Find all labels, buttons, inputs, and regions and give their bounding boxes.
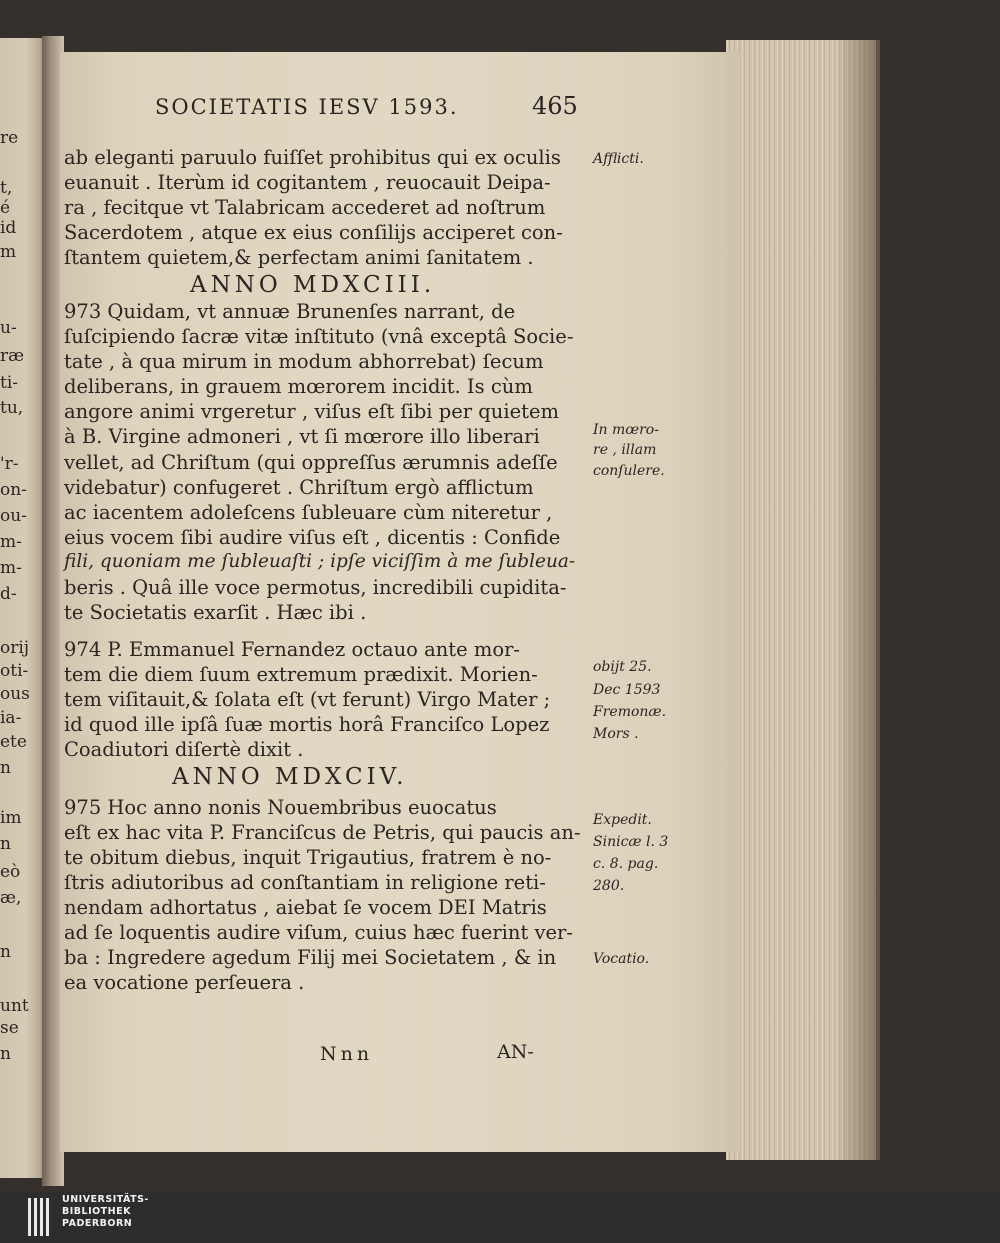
margin-note: Mors . [593, 726, 639, 742]
left-page-fragment: re [0, 128, 19, 148]
left-page-fragment: t, [0, 178, 13, 198]
text-line: Coadiutori diſertè dixit . [64, 738, 304, 761]
left-page-fragment: u- [0, 318, 17, 338]
text-line: ab eleganti paruulo fuiſſet prohibitus qui ex oculis [64, 146, 561, 169]
margin-note: conſulere. [593, 463, 665, 479]
text-line: tate , à qua mirum in modum abhorrebat) ſecum [64, 350, 544, 373]
text-line: vellet, ad Chriſtum (qui oppreſſus ærumnis adeſſe [64, 451, 558, 474]
text-line: Sacerdotem , atque ex eius conſilijs acciperet con- [64, 221, 563, 244]
left-page-fragment: d- [0, 584, 17, 604]
left-page-fragment: on- [0, 480, 27, 500]
margin-note: obijt 25. [593, 659, 652, 675]
text-line: à B. Virgine admoneri , vt ſi mœrore illo liberari [64, 425, 540, 448]
text-line: ac iacentem adoleſcens ſubleuare cùm niteretur , [64, 501, 553, 524]
left-page-fragment: id [0, 218, 17, 238]
left-page-fragment: im [0, 808, 22, 828]
margin-note: Sinicæ l. 3 [593, 834, 669, 850]
margin-note: Dec 1593 [593, 682, 661, 698]
library-logo-icon [28, 1198, 52, 1236]
text-line: fili, quoniam me ſubleuaſti ; ipſe viciſſim à me ſubleua- [64, 551, 576, 572]
left-page-fragment: n [0, 942, 11, 962]
footer-bar [0, 1192, 1000, 1243]
margin-note: Afflicti. [593, 151, 644, 167]
text-line: angore animi vrgeretur , viſus eſt ſibi per quietem [64, 400, 559, 423]
signature-mark: Nnn [320, 1043, 374, 1065]
text-line: ad ſe loquentis audire viſum, cuius hæc fuerint ver- [64, 921, 573, 944]
left-page-fragment: ous [0, 684, 30, 704]
left-page-fragment: ou- [0, 506, 27, 526]
text-line: deliberans, in grauem mœrorem incidit. Is cùm [64, 375, 533, 398]
text-line: euanuit . Iterùm id cogitantem , reuocauit Deipa- [64, 171, 551, 194]
left-page-fragment: orij [0, 638, 30, 658]
left-page-fragment: é [0, 198, 11, 218]
text-line: tem viſitauit,& ſolata eſt (vt ferunt) Virgo Mater ; [64, 688, 551, 711]
year-heading: ANNO MDXCIV. [172, 764, 408, 790]
margin-note: Expedit. [593, 812, 652, 828]
left-page-fragment: n [0, 758, 11, 778]
text-line: ea vocatione perſeuera . [64, 971, 305, 994]
left-page-fragment: m- [0, 532, 22, 552]
text-line: tem die diem ſuum extremum prædixit. Morien- [64, 663, 538, 686]
left-page-fragment: ti- [0, 373, 19, 393]
text-line: 975 Hoc anno nonis Nouembribus euocatus [64, 796, 497, 819]
left-page-fragment: eò [0, 862, 21, 882]
text-line: 973 Quidam, vt annuæ Brunenſes narrant, de [64, 300, 516, 323]
left-page-fragment: æ, [0, 888, 22, 908]
text-line: te obitum diebus, inquit Trigautius, fratrem è no- [64, 846, 552, 869]
left-page-edge [0, 38, 46, 1178]
library-name-line: PADERBORN [62, 1218, 133, 1229]
left-page-fragment: ræ [0, 346, 25, 366]
left-page-fragment: m- [0, 558, 22, 578]
library-name-line: BIBLIOTHEK [62, 1206, 131, 1217]
left-page-fragment: n [0, 1044, 11, 1064]
text-line: ſtantem quietem,& perfectam animi ſanitatem . [64, 246, 534, 269]
text-line: te Societatis exarſit . Hæc ibi . [64, 601, 367, 624]
margin-note: In mœro- [593, 422, 659, 438]
margin-note: Vocatio. [593, 951, 650, 967]
text-line: ſtris adiutoribus ad conſtantiam in religione reti- [64, 871, 546, 894]
text-line: eius vocem ſibi audire viſus eſt , dicentis : Confide [64, 526, 561, 549]
left-page-fragment: tu, [0, 398, 24, 418]
left-page-fragment: unt [0, 996, 29, 1016]
text-line: ba : Ingredere agedum Filij mei Societatem , & in [64, 946, 557, 969]
page-number: 465 [532, 92, 578, 120]
text-line: videbatur) confugeret . Chriſtum ergò afflictum [64, 476, 534, 499]
left-page-fragment: 'r- [0, 454, 19, 474]
margin-note: c. 8. pag. [593, 856, 659, 872]
left-page-fragment: m [0, 242, 17, 262]
year-heading: ANNO MDXCIII. [190, 272, 436, 298]
left-page-fragment: n [0, 834, 11, 854]
text-line: eſt ex hac vita P. Franciſcus de Petris, qui paucis an- [64, 821, 581, 844]
text-line: beris . Quâ ille voce permotus, incredibili cupidita- [64, 576, 567, 599]
margin-note: 280. [593, 878, 625, 894]
left-page-fragment: se [0, 1018, 19, 1038]
margin-note: re , illam [593, 442, 657, 458]
text-line: ſuſcipiendo ſacræ vitæ inſtituto (vnâ exceptâ Socie- [64, 325, 574, 348]
left-page-fragment: ia- [0, 708, 22, 728]
text-line: id quod ille ipſâ ſuæ mortis horâ Franciſco Lopez [64, 713, 550, 736]
left-page-fragment: ete [0, 732, 27, 752]
text-line: nendam adhortatus , aiebat ſe vocem DEI Matris [64, 896, 547, 919]
page-edges-shadow [835, 40, 880, 1160]
margin-note: Fremonæ. [593, 704, 667, 720]
text-line: 974 P. Emmanuel Fernandez octauo ante mor- [64, 638, 521, 661]
left-page-fragment: oti- [0, 661, 29, 681]
running-title: SOCIETATIS IESV 1593. [155, 95, 459, 119]
catchword: AN- [497, 1041, 534, 1063]
library-name-line: UNIVERSITÄTS- [62, 1194, 149, 1205]
text-line: ra , fecitque vt Talabricam accederet ad noſtrum [64, 196, 546, 219]
